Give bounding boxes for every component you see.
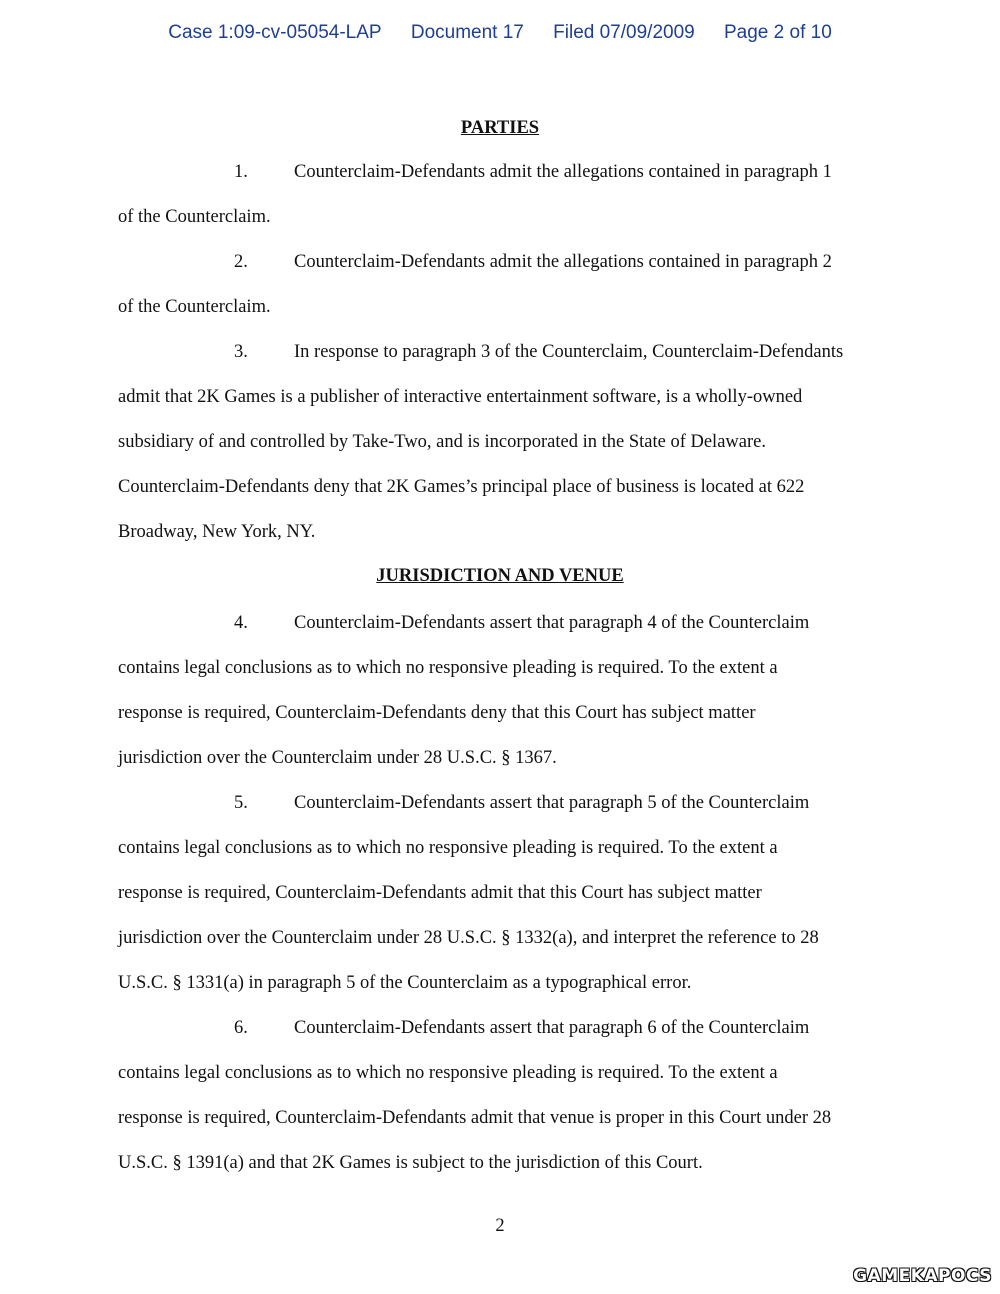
section-heading-jurisdiction: JURISDICTION AND VENUE xyxy=(376,566,624,586)
paragraph-line: response is required, Counterclaim-Defendants deny that this Court has subject matter xyxy=(118,703,756,723)
paragraph-line: contains legal conclusions as to which no responsive pleading is required. To the extent a xyxy=(118,838,778,858)
paragraph-number: 2. xyxy=(234,252,248,272)
paragraph-line: U.S.C. § 1331(a) in paragraph 5 of the Counterclaim as a typographical error. xyxy=(118,973,692,993)
paragraph-line: jurisdiction over the Counterclaim under 28 U.S.C. § 1332(a), and interpret the reference to 28 xyxy=(118,928,819,948)
paragraph-first-line: Counterclaim-Defendants assert that paragraph 5 of the Counterclaim xyxy=(294,793,810,813)
paragraph-number: 6. xyxy=(234,1018,248,1038)
paragraph-line: Broadway, New York, NY. xyxy=(118,522,316,542)
paragraph-line: of the Counterclaim. xyxy=(118,297,271,317)
paragraph-line: jurisdiction over the Counterclaim under 28 U.S.C. § 1367. xyxy=(118,748,557,768)
ecf-filing-header xyxy=(0,22,1000,44)
paragraph-first-line: Counterclaim-Defendants assert that paragraph 6 of the Counterclaim xyxy=(294,1018,810,1038)
paragraph-line: response is required, Counterclaim-Defendants admit that venue is proper in this Court under 28 xyxy=(118,1108,832,1128)
paragraph-line: subsidiary of and controlled by Take-Two, and is incorporated in the State of Delaware. xyxy=(118,432,766,452)
paragraph-number: 1. xyxy=(234,162,248,182)
paragraph-first-line: In response to paragraph 3 of the Counterclaim, Counterclaim-Defendants xyxy=(294,342,844,362)
paragraph-line: U.S.C. § 1391(a) and that 2K Games is subject to the jurisdiction of this Court. xyxy=(118,1153,703,1173)
paragraph-line: of the Counterclaim. xyxy=(118,207,271,227)
filed-date: Filed 07/09/2009 xyxy=(553,22,695,43)
paragraph-first-line: Counterclaim-Defendants assert that paragraph 4 of the Counterclaim xyxy=(294,613,810,633)
section-heading-parties: PARTIES xyxy=(460,118,540,138)
case-number: Case 1:09-cv-05054-LAP xyxy=(168,22,382,43)
paragraph-line: Counterclaim-Defendants deny that 2K Games’s principal place of business is located at 622 xyxy=(118,477,805,497)
page-number: 2 xyxy=(495,1216,505,1236)
watermark-logo: GAMEKAPOCS xyxy=(853,1266,992,1286)
paragraph-number: 4. xyxy=(234,613,248,633)
paragraph-number: 5. xyxy=(234,793,248,813)
paragraph-line: response is required, Counterclaim-Defendants admit that this Court has subject matter xyxy=(118,883,762,903)
paragraph-line: contains legal conclusions as to which no responsive pleading is required. To the extent a xyxy=(118,1063,778,1083)
page-count: Page 2 of 10 xyxy=(724,22,832,43)
paragraph-first-line: Counterclaim-Defendants admit the allegations contained in paragraph 2 xyxy=(294,252,832,272)
paragraph-line: contains legal conclusions as to which no responsive pleading is required. To the extent a xyxy=(118,658,778,678)
paragraph-number: 3. xyxy=(234,342,248,362)
document-number: Document 17 xyxy=(410,22,524,43)
paragraph-line: admit that 2K Games is a publisher of interactive entertainment software, is a wholly-owned xyxy=(118,387,803,407)
paragraph-first-line: Counterclaim-Defendants admit the allegations contained in paragraph 1 xyxy=(294,162,832,182)
